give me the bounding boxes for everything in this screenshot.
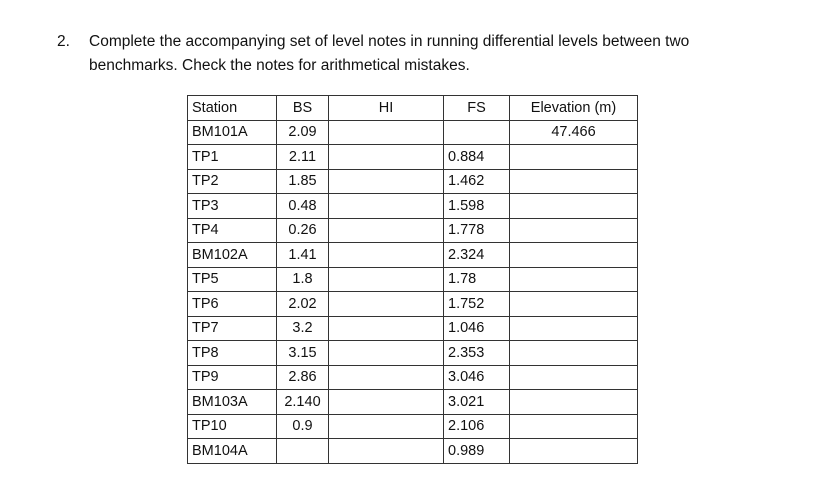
table-row — [188, 243, 638, 268]
cell-bs: 3.2 — [277, 316, 329, 341]
cell-fs: 1.598 — [444, 194, 510, 219]
cell-bs: 2.11 — [277, 145, 329, 170]
header-bs: BS — [277, 96, 329, 121]
header-station: Station — [188, 96, 277, 121]
cell-elevation — [510, 243, 638, 268]
cell-elevation — [510, 292, 638, 317]
cell-station: TP4 — [188, 218, 277, 243]
cell-hi — [329, 169, 444, 194]
cell-fs: 2.324 — [444, 243, 510, 268]
level-notes-table — [187, 95, 638, 464]
cell-hi — [329, 390, 444, 415]
cell-elevation — [510, 194, 638, 219]
cell-fs: 3.021 — [444, 390, 510, 415]
cell-elevation — [510, 365, 638, 390]
cell-bs: 1.41 — [277, 243, 329, 268]
cell-hi — [329, 243, 444, 268]
table-row — [188, 120, 638, 145]
cell-bs: 2.140 — [277, 390, 329, 415]
cell-bs: 3.15 — [277, 341, 329, 366]
cell-hi — [329, 267, 444, 292]
table-row — [188, 194, 638, 219]
table-row — [188, 365, 638, 390]
cell-station: TP3 — [188, 194, 277, 219]
question-text — [89, 30, 809, 78]
cell-fs: 1.752 — [444, 292, 510, 317]
header-hi: HI — [329, 96, 444, 121]
cell-station: BM102A — [188, 243, 277, 268]
table-row — [188, 267, 638, 292]
question-line-2: benchmarks. Check the notes for arithmetical mistakes. — [89, 57, 470, 74]
cell-bs: 2.09 — [277, 120, 329, 145]
cell-elevation: 47.466 — [510, 120, 638, 145]
cell-fs: 3.046 — [444, 365, 510, 390]
table-body — [188, 120, 638, 463]
cell-bs: 1.85 — [277, 169, 329, 194]
cell-fs: 2.106 — [444, 414, 510, 439]
cell-hi — [329, 120, 444, 145]
cell-fs: 2.353 — [444, 341, 510, 366]
cell-elevation — [510, 414, 638, 439]
cell-station: TP10 — [188, 414, 277, 439]
cell-fs: 1.778 — [444, 218, 510, 243]
cell-hi — [329, 439, 444, 464]
cell-hi — [329, 218, 444, 243]
table-row — [188, 414, 638, 439]
cell-elevation — [510, 267, 638, 292]
cell-bs: 2.86 — [277, 365, 329, 390]
cell-hi — [329, 341, 444, 366]
cell-bs: 0.26 — [277, 218, 329, 243]
cell-elevation — [510, 316, 638, 341]
cell-station: TP6 — [188, 292, 277, 317]
cell-hi — [329, 292, 444, 317]
cell-bs: 2.02 — [277, 292, 329, 317]
cell-elevation — [510, 145, 638, 170]
cell-station: TP2 — [188, 169, 277, 194]
cell-elevation — [510, 218, 638, 243]
cell-bs: 0.48 — [277, 194, 329, 219]
table-row — [188, 218, 638, 243]
cell-fs — [444, 120, 510, 145]
table-row — [188, 341, 638, 366]
cell-hi — [329, 194, 444, 219]
cell-station: BM103A — [188, 390, 277, 415]
cell-station: TP9 — [188, 365, 277, 390]
table-row — [188, 439, 638, 464]
cell-fs: 1.462 — [444, 169, 510, 194]
header-fs: FS — [444, 96, 510, 121]
cell-elevation — [510, 341, 638, 366]
cell-station: TP5 — [188, 267, 277, 292]
cell-bs: 1.8 — [277, 267, 329, 292]
cell-station: TP8 — [188, 341, 277, 366]
cell-station: TP7 — [188, 316, 277, 341]
cell-elevation — [510, 390, 638, 415]
question-line-1: Complete the accompanying set of level notes in running differential levels between two — [89, 33, 690, 50]
table-row — [188, 316, 638, 341]
cell-station: TP1 — [188, 145, 277, 170]
header-elevation: Elevation (m) — [510, 96, 638, 121]
table-header-row — [188, 96, 638, 121]
cell-station: BM101A — [188, 120, 277, 145]
table-row — [188, 292, 638, 317]
cell-hi — [329, 316, 444, 341]
cell-station: BM104A — [188, 439, 277, 464]
cell-bs: 0.9 — [277, 414, 329, 439]
cell-fs: 1.046 — [444, 316, 510, 341]
cell-fs: 1.78 — [444, 267, 510, 292]
cell-elevation — [510, 439, 638, 464]
cell-fs: 0.989 — [444, 439, 510, 464]
question-number: 2. — [57, 33, 70, 50]
cell-elevation — [510, 169, 638, 194]
cell-bs — [277, 439, 329, 464]
cell-fs: 0.884 — [444, 145, 510, 170]
table-row — [188, 145, 638, 170]
cell-hi — [329, 145, 444, 170]
table-row — [188, 390, 638, 415]
table-row — [188, 169, 638, 194]
cell-hi — [329, 365, 444, 390]
cell-hi — [329, 414, 444, 439]
